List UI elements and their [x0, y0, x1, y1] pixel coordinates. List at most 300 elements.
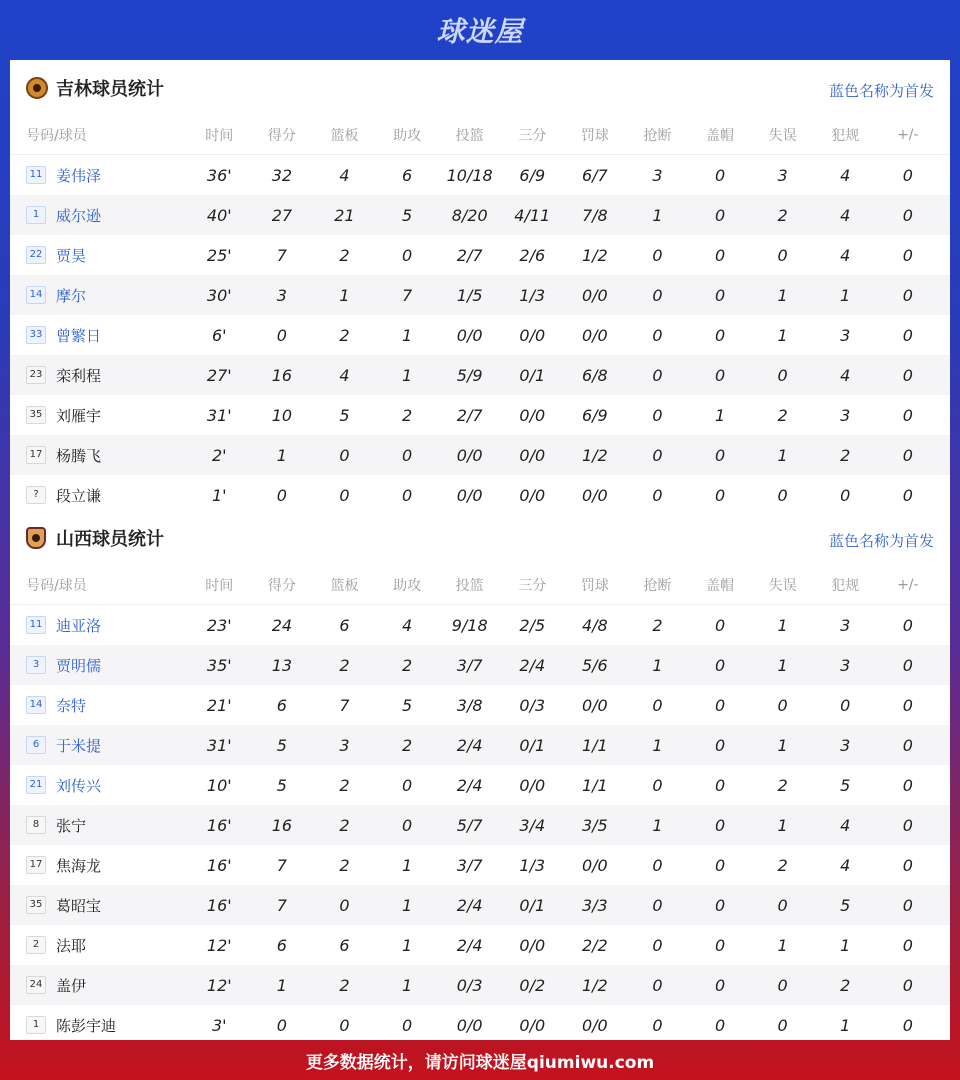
stat-ft: 4/8 — [581, 615, 608, 635]
stat-steals: 0 — [652, 485, 663, 505]
player-cell[interactable] — [10, 935, 188, 956]
stat-blocks: 0 — [714, 895, 726, 915]
stat-fg: 1/5 — [456, 285, 483, 305]
stat-assists: 0 — [401, 1015, 413, 1035]
stat-steals: 0 — [652, 285, 663, 305]
stat-blocks: 0 — [714, 365, 726, 385]
column-header-fg[interactable]: 投篮 — [455, 578, 484, 594]
stat-rebounds: 3 — [339, 735, 350, 755]
stat-rebounds: 0 — [339, 445, 350, 465]
column-header-player[interactable]: 号码/球员 — [26, 578, 87, 594]
stat-ft: 0/0 — [581, 1015, 608, 1035]
stat-assists: 0 — [401, 485, 413, 505]
column-header-fg[interactable]: 投篮 — [455, 128, 484, 144]
stat-fouls: 3 — [840, 615, 851, 635]
stat-plusminus: 0 — [902, 285, 913, 305]
stat-assists: 7 — [401, 285, 413, 305]
stat-turnovers: 0 — [777, 485, 788, 505]
stat-fouls: 4 — [840, 245, 851, 265]
stat-ft: 0/0 — [581, 855, 608, 875]
stat-plusminus: 0 — [902, 445, 913, 465]
stat-blocks: 0 — [714, 485, 726, 505]
column-header-ft[interactable]: 罚球 — [580, 578, 609, 594]
jersey-number: 11 — [26, 616, 46, 634]
stat-plusminus: 0 — [902, 165, 913, 185]
player-name[interactable]: 曾繁日 — [56, 326, 102, 345]
jersey-number: 35 — [26, 406, 46, 424]
stat-points: 1 — [276, 445, 287, 465]
stat-steals: 0 — [652, 695, 663, 715]
stat-plusminus: 0 — [902, 975, 913, 995]
starter-note: 蓝色名称为首发 — [828, 532, 934, 550]
stat-assists: 1 — [401, 365, 413, 385]
stat-plusminus: 0 — [902, 935, 913, 955]
stat-three: 2/4 — [519, 655, 546, 675]
player-name[interactable]: 法耶 — [56, 936, 87, 955]
stat-fouls: 1 — [840, 285, 851, 305]
stat-turnovers: 0 — [777, 365, 788, 385]
stat-rebounds: 2 — [339, 775, 350, 795]
stat-time: 16' — [206, 855, 232, 875]
player-cell[interactable] — [10, 655, 188, 676]
column-header-rebounds[interactable]: 篮板 — [330, 128, 359, 144]
column-header-three[interactable]: 三分 — [518, 578, 547, 594]
stat-ft: 6/9 — [581, 405, 608, 425]
stat-fg: 2/4 — [456, 775, 483, 795]
stat-fouls: 5 — [840, 775, 851, 795]
stat-ft: 0/0 — [581, 485, 608, 505]
column-header-time[interactable]: 时间 — [205, 128, 234, 144]
stat-steals: 1 — [652, 655, 663, 675]
stat-time: 25' — [206, 245, 232, 265]
stat-fg: 10/18 — [446, 165, 493, 185]
player-name[interactable]: 奈特 — [56, 696, 87, 715]
stat-rebounds: 2 — [339, 655, 350, 675]
team-section-jilin — [10, 60, 950, 515]
stat-three: 0/0 — [519, 485, 546, 505]
table-row[interactable] — [10, 355, 950, 395]
stat-assists: 0 — [401, 815, 413, 835]
stat-blocks: 0 — [714, 855, 726, 875]
stat-turnovers: 2 — [777, 855, 788, 875]
jersey-number: 21 — [26, 776, 46, 794]
column-header-points[interactable]: 得分 — [267, 128, 296, 144]
column-header-plusminus[interactable]: +/- — [897, 127, 919, 143]
stat-fg: 8/20 — [451, 205, 488, 225]
player-name[interactable]: 杨腾飞 — [56, 446, 102, 465]
jersey-number: 24 — [26, 976, 46, 994]
stat-fg: 0/0 — [456, 325, 483, 345]
table-row[interactable] — [10, 725, 950, 765]
jersey-number: 3 — [26, 656, 46, 674]
stat-points: 0 — [276, 1015, 287, 1035]
stat-fg: 2/4 — [456, 895, 483, 915]
column-header-fouls[interactable]: 犯规 — [831, 578, 860, 594]
stat-rebounds: 2 — [339, 245, 350, 265]
table-row[interactable] — [10, 235, 950, 275]
table-row[interactable] — [10, 965, 950, 1005]
player-cell[interactable] — [10, 285, 188, 306]
table-row[interactable] — [10, 475, 950, 515]
table-row[interactable] — [10, 605, 950, 645]
player-name[interactable]: 焦海龙 — [56, 856, 102, 875]
stat-fouls: 2 — [840, 445, 851, 465]
stat-plusminus: 0 — [902, 815, 913, 835]
stat-ft: 6/7 — [581, 165, 608, 185]
stat-fg: 9/18 — [451, 615, 488, 635]
jersey-number: ? — [26, 486, 46, 504]
stat-fouls: 2 — [840, 975, 851, 995]
stat-blocks: 0 — [714, 975, 726, 995]
stat-points: 1 — [276, 975, 287, 995]
stat-blocks: 0 — [714, 325, 726, 345]
stat-turnovers: 3 — [777, 165, 788, 185]
stat-turnovers: 0 — [777, 1015, 788, 1035]
player-cell[interactable] — [10, 205, 188, 226]
brand-logo: 球迷屋 — [436, 15, 524, 48]
stat-fouls: 3 — [840, 655, 851, 675]
stat-fouls: 4 — [840, 205, 851, 225]
stat-points: 16 — [271, 365, 293, 385]
stat-points: 13 — [271, 655, 293, 675]
player-name[interactable]: 贾明儒 — [56, 656, 102, 675]
jersey-number: 33 — [26, 326, 46, 344]
player-cell[interactable] — [10, 975, 188, 996]
stat-fg: 5/7 — [456, 815, 483, 835]
stat-points: 10 — [271, 405, 293, 425]
stat-plusminus: 0 — [902, 695, 913, 715]
stat-ft: 6/8 — [581, 365, 608, 385]
jersey-number: 11 — [26, 166, 46, 184]
stat-steals: 0 — [652, 855, 663, 875]
stat-turnovers: 1 — [777, 735, 788, 755]
team-logo-icon — [26, 77, 48, 99]
player-name[interactable]: 段立谦 — [56, 486, 102, 505]
stat-three: 0/1 — [519, 895, 546, 915]
player-name[interactable]: 刘传兴 — [56, 776, 102, 795]
stat-turnovers: 1 — [777, 815, 788, 835]
stat-points: 7 — [276, 855, 287, 875]
stat-plusminus: 0 — [902, 735, 913, 755]
stat-rebounds: 21 — [334, 205, 355, 225]
stat-turnovers: 2 — [777, 775, 788, 795]
team-title: 山西球员统计 — [56, 529, 164, 550]
jersey-number: 2 — [26, 936, 46, 954]
stat-ft: 1/2 — [581, 445, 608, 465]
stat-time: 16' — [206, 895, 232, 915]
stat-steals: 0 — [652, 775, 663, 795]
stat-blocks: 0 — [714, 935, 726, 955]
stat-time: 10' — [206, 775, 232, 795]
stat-rebounds: 2 — [339, 325, 350, 345]
stat-steals: 1 — [652, 735, 663, 755]
column-header-fouls[interactable]: 犯规 — [831, 128, 860, 144]
column-header-blocks[interactable]: 盖帽 — [706, 578, 735, 594]
player-name[interactable]: 威尔逊 — [56, 206, 102, 225]
stat-three: 0/0 — [519, 325, 546, 345]
column-header-row — [10, 566, 950, 605]
table-row[interactable] — [10, 685, 950, 725]
player-name[interactable]: 于米提 — [56, 736, 102, 755]
stat-time: 12' — [206, 935, 232, 955]
stat-plusminus: 0 — [902, 895, 913, 915]
stat-points: 3 — [276, 285, 287, 305]
player-name[interactable]: 盖伊 — [56, 976, 87, 995]
player-cell[interactable] — [10, 695, 188, 716]
jersey-number: 23 — [26, 366, 46, 384]
column-header-assists[interactable]: 助攻 — [393, 578, 422, 594]
stat-ft: 1/2 — [581, 245, 608, 265]
stat-plusminus: 0 — [902, 855, 913, 875]
stat-blocks: 0 — [714, 245, 726, 265]
stat-points: 27 — [271, 205, 293, 225]
stat-time: 6' — [212, 325, 227, 345]
stat-points: 7 — [276, 895, 287, 915]
stat-ft: 1/1 — [581, 775, 608, 795]
stat-plusminus: 0 — [902, 405, 913, 425]
stat-blocks: 1 — [714, 405, 726, 425]
stat-assists: 2 — [401, 735, 413, 755]
table-row[interactable] — [10, 275, 950, 315]
stat-plusminus: 0 — [902, 775, 913, 795]
stat-turnovers: 1 — [777, 445, 788, 465]
jersey-number: 35 — [26, 896, 46, 914]
stat-ft: 0/0 — [581, 695, 608, 715]
table-row[interactable] — [10, 155, 950, 195]
column-header-turnovers[interactable]: 失误 — [768, 128, 797, 144]
player-cell[interactable] — [10, 895, 188, 916]
stat-three: 0/0 — [519, 405, 546, 425]
stat-steals: 0 — [652, 975, 663, 995]
column-header-three[interactable]: 三分 — [518, 128, 547, 144]
player-cell[interactable] — [10, 445, 188, 466]
stat-ft: 5/6 — [581, 655, 608, 675]
stat-turnovers: 1 — [777, 615, 788, 635]
stat-three: 1/3 — [519, 285, 546, 305]
stat-steals: 0 — [652, 1015, 663, 1035]
stat-ft: 3/5 — [581, 815, 608, 835]
stat-fouls: 4 — [840, 815, 851, 835]
player-cell[interactable] — [10, 855, 188, 876]
stat-three: 4/11 — [514, 205, 551, 225]
stat-ft: 7/8 — [581, 205, 608, 225]
stat-fouls: 4 — [840, 365, 851, 385]
stat-fouls: 0 — [840, 695, 851, 715]
team-section-shanxi — [10, 510, 950, 1045]
player-name[interactable]: 葛昭宝 — [56, 896, 102, 915]
stat-turnovers: 1 — [777, 935, 788, 955]
stat-fg: 2/7 — [456, 245, 483, 265]
column-header-row — [10, 116, 950, 155]
player-cell[interactable] — [10, 405, 188, 426]
column-header-ft[interactable]: 罚球 — [580, 128, 609, 144]
stat-assists: 1 — [401, 895, 413, 915]
jersey-number: 14 — [26, 286, 46, 304]
player-name[interactable]: 陈彭宇迪 — [56, 1016, 117, 1035]
stat-time: 3' — [212, 1015, 227, 1035]
stat-turnovers: 1 — [777, 655, 788, 675]
column-header-rebounds[interactable]: 篮板 — [330, 578, 359, 594]
stat-fg: 3/7 — [456, 655, 483, 675]
stat-time: 2' — [212, 445, 227, 465]
stat-fg: 0/3 — [456, 975, 483, 995]
stat-blocks: 0 — [714, 655, 726, 675]
stat-points: 32 — [271, 165, 293, 185]
stat-three: 2/6 — [519, 245, 546, 265]
player-name[interactable]: 刘雁宇 — [56, 406, 102, 425]
jersey-number: 22 — [26, 246, 46, 264]
player-cell[interactable] — [10, 1015, 188, 1036]
player-cell[interactable] — [10, 365, 188, 386]
stat-points: 0 — [276, 485, 287, 505]
jersey-number: 1 — [26, 206, 46, 224]
stats-panel — [10, 60, 950, 1040]
player-cell[interactable] — [10, 735, 188, 756]
column-header-steals[interactable]: 抢断 — [643, 578, 672, 594]
stat-rebounds: 1 — [339, 285, 350, 305]
stat-assists: 1 — [401, 975, 413, 995]
stat-points: 16 — [271, 815, 293, 835]
column-header-steals[interactable]: 抢断 — [643, 128, 672, 144]
table-row[interactable] — [10, 925, 950, 965]
table-row[interactable] — [10, 765, 950, 805]
stat-turnovers: 1 — [777, 285, 788, 305]
footer-link[interactable]: 更多数据统计，请访问球迷屋qiumiwu.com — [305, 1052, 655, 1073]
stat-three: 0/2 — [519, 975, 546, 995]
table-row[interactable] — [10, 1005, 950, 1045]
stat-steals: 1 — [652, 205, 663, 225]
stat-fouls: 0 — [840, 485, 851, 505]
stat-steals: 0 — [652, 445, 663, 465]
stat-time: 31' — [206, 405, 232, 425]
stat-three: 0/0 — [519, 445, 546, 465]
stat-time: 12' — [206, 975, 232, 995]
stat-steals: 0 — [652, 365, 663, 385]
stat-fouls: 1 — [840, 1015, 851, 1035]
stat-blocks: 0 — [714, 775, 726, 795]
stat-steals: 2 — [652, 615, 663, 635]
player-cell[interactable] — [10, 485, 188, 506]
player-cell[interactable] — [10, 815, 188, 836]
stat-fg: 5/9 — [456, 365, 483, 385]
stat-fouls: 5 — [840, 895, 851, 915]
column-header-blocks[interactable]: 盖帽 — [706, 128, 735, 144]
stat-turnovers: 0 — [777, 245, 788, 265]
stat-rebounds: 0 — [339, 1015, 350, 1035]
player-cell[interactable] — [10, 245, 188, 266]
team-header — [10, 510, 950, 566]
stat-ft: 0/0 — [581, 285, 608, 305]
stat-assists: 2 — [401, 405, 413, 425]
jersey-number: 17 — [26, 446, 46, 464]
stat-rebounds: 2 — [339, 975, 350, 995]
player-cell[interactable] — [10, 775, 188, 796]
stat-turnovers: 0 — [777, 975, 788, 995]
table-row[interactable] — [10, 195, 950, 235]
stat-fg: 2/7 — [456, 405, 483, 425]
stat-fg: 3/8 — [456, 695, 483, 715]
column-header-plusminus[interactable]: +/- — [897, 577, 919, 593]
table-row[interactable] — [10, 645, 950, 685]
stat-plusminus: 0 — [902, 1015, 913, 1035]
stat-time: 30' — [206, 285, 232, 305]
stat-fg: 3/7 — [456, 855, 483, 875]
stat-blocks: 0 — [714, 285, 726, 305]
jersey-number: 8 — [26, 816, 46, 834]
stat-rebounds: 7 — [339, 695, 350, 715]
stat-steals: 0 — [652, 405, 663, 425]
stat-plusminus: 0 — [902, 245, 913, 265]
stat-steals: 0 — [652, 895, 663, 915]
stat-steals: 0 — [652, 935, 663, 955]
player-name[interactable]: 贾昊 — [56, 246, 87, 265]
player-name[interactable]: 栾利程 — [56, 366, 102, 385]
stat-fg: 0/0 — [456, 485, 483, 505]
stat-fouls: 3 — [840, 325, 851, 345]
player-name[interactable]: 迪亚洛 — [56, 616, 102, 635]
player-cell[interactable] — [10, 615, 188, 636]
table-row[interactable] — [10, 885, 950, 925]
column-header-time[interactable]: 时间 — [205, 578, 234, 594]
stat-fouls: 1 — [840, 935, 851, 955]
stat-blocks: 0 — [714, 615, 726, 635]
stat-assists: 1 — [401, 855, 413, 875]
stat-time: 31' — [206, 735, 232, 755]
stat-three: 0/3 — [519, 695, 546, 715]
player-name[interactable]: 摩尔 — [56, 286, 87, 305]
table-row[interactable] — [10, 805, 950, 845]
stat-rebounds: 0 — [339, 895, 350, 915]
stat-time: 40' — [206, 205, 232, 225]
player-name[interactable]: 张宁 — [56, 816, 87, 835]
stat-fouls: 3 — [840, 735, 851, 755]
column-header-assists[interactable]: 助攻 — [393, 128, 422, 144]
player-cell[interactable] — [10, 165, 188, 186]
stat-points: 6 — [276, 695, 287, 715]
stat-three: 1/3 — [519, 855, 546, 875]
stat-points: 6 — [276, 935, 287, 955]
stat-three: 3/4 — [519, 815, 546, 835]
stat-rebounds: 0 — [339, 485, 350, 505]
column-header-player[interactable]: 号码/球员 — [26, 128, 87, 144]
stat-steals: 1 — [652, 815, 663, 835]
stat-plusminus: 0 — [902, 365, 913, 385]
player-name[interactable]: 姜伟泽 — [56, 166, 102, 185]
stat-time: 21' — [206, 695, 232, 715]
table-row[interactable] — [10, 435, 950, 475]
team-logo-dot-icon — [33, 84, 41, 92]
table-row[interactable] — [10, 845, 950, 885]
column-header-points[interactable]: 得分 — [267, 578, 296, 594]
player-cell[interactable] — [10, 325, 188, 346]
stat-blocks: 0 — [714, 735, 726, 755]
stat-time: 35' — [206, 655, 232, 675]
stat-fouls: 4 — [840, 165, 851, 185]
jersey-number: 6 — [26, 736, 46, 754]
column-header-turnovers[interactable]: 失误 — [768, 578, 797, 594]
stat-turnovers: 0 — [777, 695, 788, 715]
stat-blocks: 0 — [714, 445, 726, 465]
stat-rebounds: 2 — [339, 855, 350, 875]
table-row[interactable] — [10, 315, 950, 355]
stat-fg: 0/0 — [456, 445, 483, 465]
stat-blocks: 0 — [714, 165, 726, 185]
stat-blocks: 0 — [714, 815, 726, 835]
stat-time: 16' — [206, 815, 232, 835]
table-row[interactable] — [10, 395, 950, 435]
stat-plusminus: 0 — [902, 325, 913, 345]
stat-steals: 0 — [652, 325, 663, 345]
